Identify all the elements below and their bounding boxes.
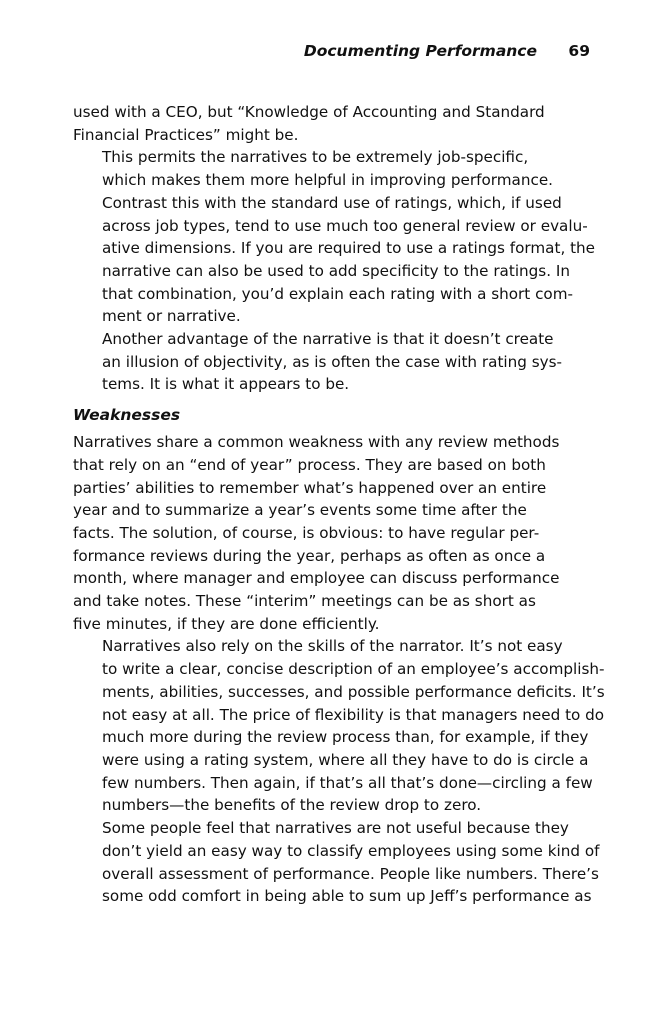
section-heading: Weaknesses (73, 406, 181, 425)
text-line: few numbers. Then again, if that’s all that’s done—circling a few (102, 773, 593, 792)
paragraph (73, 817, 600, 908)
text-line: parties’ abilities to remember what’s happened over an entire (73, 478, 547, 497)
text-line: and take notes. These “interim” meetings can be as short as (73, 592, 536, 611)
text-line: that combination, you’d explain each rating with a short com- (102, 284, 573, 303)
text-line: much more during the review process than, for example, if they (102, 728, 589, 747)
body-text (73, 101, 605, 908)
text-line: This permits the narratives to be extremely job-specific, (102, 148, 529, 167)
text-line: ments, abilities, successes, and possible performance deficits. It’s (102, 682, 605, 701)
text-line: month, where manager and employee can discuss performance (73, 569, 560, 588)
text-line: Another advantage of the narrative is that it doesn’t create (102, 330, 554, 349)
running-header (304, 42, 590, 60)
text-line: don’t yield an easy way to classify employees using some kind of (102, 841, 600, 860)
text-line: used with a CEO, but “Knowledge of Accounting and Standard (73, 103, 545, 121)
paragraphs-after-heading (73, 431, 605, 908)
text-line: Narratives also rely on the skills of the narrator. It’s not easy (102, 637, 563, 656)
text-line: tems. It is what it appears to be. (102, 375, 350, 394)
text-line: five minutes, if they are done efficiently. (73, 614, 380, 633)
running-header-title: Documenting Performance (303, 42, 538, 60)
paragraph (73, 146, 596, 328)
text-line: Contrast this with the standard use of ratings, which, if used (102, 193, 562, 212)
text-line: to write a clear, concise description of an employee’s accomplish- (102, 660, 605, 679)
text-line: formance reviews during the year, perhaps as often as once a (73, 546, 546, 565)
text-line: ative dimensions. If you are required to use a ratings format, the (102, 239, 596, 258)
text-line: ment or narrative. (102, 307, 241, 326)
paragraph (73, 328, 591, 396)
text-line: year and to summarize a year’s events some time after the (73, 501, 527, 520)
page-number: 69 (568, 42, 590, 60)
paragraph (73, 431, 591, 635)
paragraph (73, 101, 591, 146)
text-line: narrative can also be used to add specificity to the ratings. In (102, 261, 570, 280)
text-line: were using a rating system, where all they have to do is circle a (102, 750, 589, 769)
text-line: which makes them more helpful in improving performance. (102, 171, 553, 190)
text-line: some odd comfort in being able to sum up Jeff’s performance as (102, 887, 592, 906)
text-line: numbers—the benefits of the review drop to zero. (102, 796, 482, 815)
text-line: not easy at all. The price of flexibility is that managers need to do (102, 705, 605, 724)
text-line: Some people feel that narratives are not useful because they (102, 819, 569, 838)
paragraph (73, 635, 605, 817)
text-line: overall assessment of performance. People like numbers. There’s (102, 864, 599, 883)
text-line: an illusion of objectivity, as is often the case with rating sys- (102, 352, 563, 371)
text-line: Narratives share a common weakness with any review methods (73, 433, 560, 452)
text-line: across job types, tend to use much too general review or evalu- (102, 216, 588, 235)
text-line: Financial Practices” might be. (73, 125, 299, 144)
text-line: facts. The solution, of course, is obvious: to have regular per- (73, 523, 540, 542)
paragraphs-before-heading (73, 101, 596, 396)
text-line: that rely on an “end of year” process. They are based on both (73, 455, 546, 474)
